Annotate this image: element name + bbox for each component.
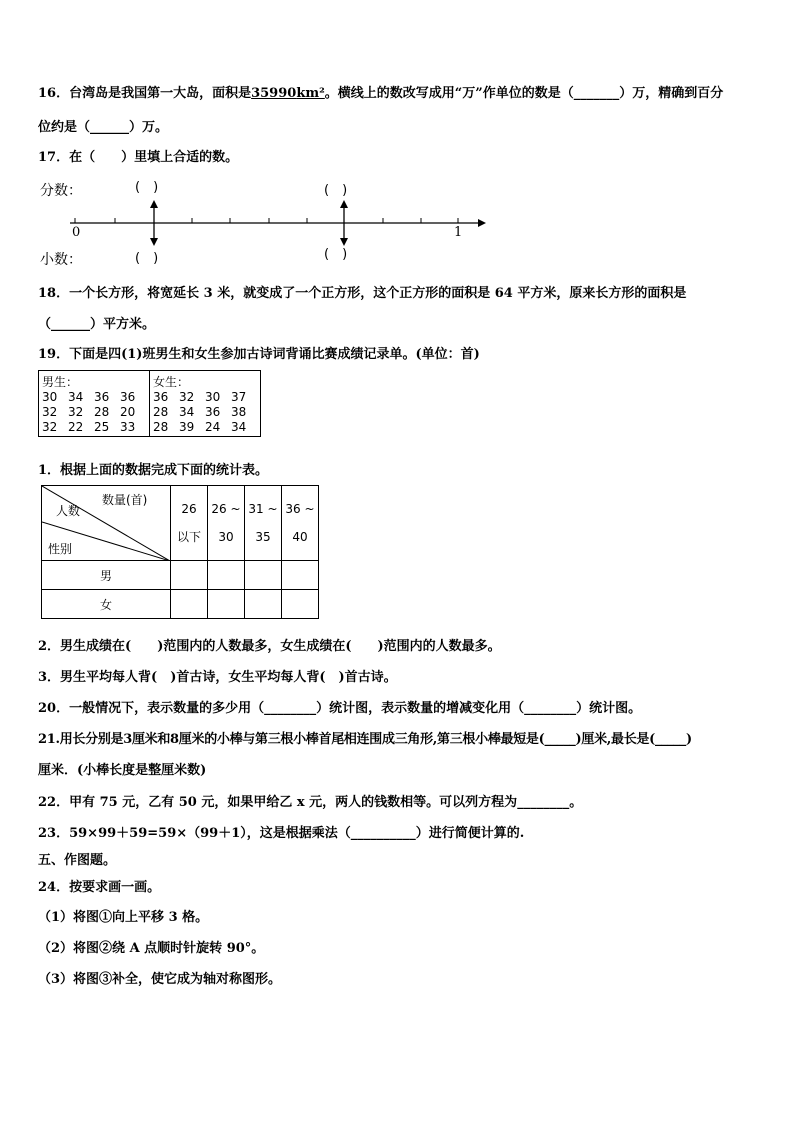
answer-cell[interactable] <box>171 590 208 619</box>
girls-scores-cell <box>150 371 261 437</box>
girls-scores-grid <box>153 390 257 434</box>
range-bottom: 40 <box>292 530 308 544</box>
range-top: 31 ~ <box>248 502 278 516</box>
girl-score: 24 <box>205 420 221 434</box>
boy-score: 34 <box>68 390 84 404</box>
boy-score: 32 <box>68 405 84 419</box>
decimal-paren-2: ( ) <box>324 247 348 262</box>
q21-text-a: 21.用长分别是3厘米和8厘米的小棒与第三根小棒首尾相连围成三角形,第三根小棒最短是( <box>38 732 545 747</box>
row-label-boy: 男 <box>42 561 171 590</box>
section-heading: 五、作图题。 <box>38 853 117 868</box>
q16-text-d: 位约是（ <box>38 120 91 135</box>
q24-sub2: （2）将图②绕 A 点顺时针旋转 90°。 <box>38 941 265 956</box>
q20-text-a: 20．一般情况下，表示数量的多少用（ <box>38 701 265 716</box>
boy-score: 22 <box>68 420 84 434</box>
q24-prompt: 24．按要求画一画。 <box>38 880 161 895</box>
q21-text-b: )厘米,最长是( <box>575 732 655 747</box>
q16-text-b: 。横线上的数改写成用“万”作单位的数是（ <box>324 86 574 101</box>
label-one: 1 <box>454 225 463 240</box>
q16-area-unit: km² <box>296 86 325 101</box>
header-gender: 性别 <box>48 542 73 556</box>
boy-score: 36 <box>120 390 136 404</box>
q16-blank-1[interactable]: _______ <box>573 86 620 101</box>
boys-label: 男生： <box>42 375 79 389</box>
range-top: 26 ~ <box>211 502 241 516</box>
q20-text-b: ）统计图，表示数量的增减变化用（ <box>316 701 525 716</box>
header-count: 数量(首) <box>102 493 148 507</box>
answer-cell[interactable] <box>171 561 208 590</box>
answer-cell[interactable] <box>282 561 319 590</box>
boy-score: 20 <box>120 405 136 419</box>
decimal-label: 小数： <box>40 252 82 268</box>
girl-score: 36 <box>153 390 169 404</box>
answer-cell[interactable] <box>208 561 245 590</box>
boys-scores-cell <box>39 371 150 437</box>
q19-sub2: 2．男生成绩在( )范围内的人数最多，女生成绩在( )范围内的人数最多。 <box>38 639 501 654</box>
q22-line <box>38 791 582 810</box>
answer-cell[interactable] <box>208 590 245 619</box>
girl-score: 38 <box>231 405 247 419</box>
q16-line1 <box>38 82 723 101</box>
q16-blank-2[interactable]: ______ <box>90 120 130 135</box>
boy-score: 36 <box>94 390 110 404</box>
girl-score: 30 <box>205 390 221 404</box>
arrowhead-up-1 <box>150 200 158 208</box>
girl-score: 37 <box>231 390 247 404</box>
q19-prompt: 19．下面是四(1)班男生和女生参加古诗词背诵比赛成绩记录单。(单位：首) <box>38 347 480 362</box>
q21-text-c: ) <box>685 732 692 747</box>
answer-cell[interactable] <box>245 561 282 590</box>
girl-score: 32 <box>179 390 195 404</box>
range-header <box>282 486 319 561</box>
q21-blank-2[interactable]: _____ <box>654 732 686 747</box>
q23-blank[interactable]: __________ <box>350 826 416 841</box>
boy-score: 28 <box>94 405 110 419</box>
q20-blank-2[interactable]: ________ <box>524 701 577 716</box>
girls-label: 女生： <box>153 375 190 389</box>
boy-score: 33 <box>120 420 136 434</box>
label-zero: 0 <box>72 225 81 240</box>
q18-text-a: （ <box>38 317 52 332</box>
girl-score: 34 <box>231 420 247 434</box>
q20-blank-1[interactable]: ________ <box>264 701 317 716</box>
statistics-table <box>41 485 319 619</box>
fraction-paren-2: ( ) <box>324 183 348 198</box>
q24-sub3: （3）将图③补全，使它成为轴对称图形。 <box>38 972 282 987</box>
arrowhead-down-2 <box>340 238 348 246</box>
boys-scores-grid <box>42 390 146 434</box>
q18-blank[interactable]: ______ <box>51 317 91 332</box>
q22-blank[interactable]: ________ <box>517 795 570 810</box>
q16-text-a: 16．台湾岛是我国第一大岛，面积是 <box>38 86 252 101</box>
fraction-paren-1: ( ) <box>135 180 159 195</box>
q21-line2: 厘米．(小棒长度是整厘米数) <box>38 763 207 778</box>
diagonal-header-cell <box>42 486 171 561</box>
decimal-paren-1: ( ) <box>135 251 159 266</box>
girl-score: 39 <box>179 420 195 434</box>
q21-line1 <box>38 728 692 747</box>
score-record-table <box>38 370 261 437</box>
q24-sub1: （1）将图①向上平移 3 格。 <box>38 910 209 925</box>
q16-area-value: 35990 <box>251 86 297 101</box>
range-header <box>171 486 208 561</box>
q20-text-c: ）统计图。 <box>576 701 642 716</box>
range-header <box>208 486 245 561</box>
row-label-girl: 女 <box>42 590 171 619</box>
range-bottom: 35 <box>255 530 271 544</box>
q20-line <box>38 697 641 716</box>
q23-text-b: ）进行简便计算的. <box>415 826 525 841</box>
boy-score: 32 <box>42 420 58 434</box>
q22-text-b: 。 <box>569 795 583 810</box>
q23-line <box>38 822 524 841</box>
axis-arrowhead <box>478 219 486 227</box>
girl-score: 36 <box>205 405 221 419</box>
q16-line2 <box>38 116 168 135</box>
arrowhead-down-1 <box>150 238 158 246</box>
answer-cell[interactable] <box>282 590 319 619</box>
q16-text-c: ）万，精确到百分 <box>619 86 724 101</box>
q18-line2 <box>38 313 155 332</box>
arrowhead-up-2 <box>340 200 348 208</box>
q18-line1: 18．一个长方形，将宽延长 3 米，就变成了一个正方形，这个正方形的面积是 64 平方米，原来长方形的面积是 <box>38 286 687 301</box>
boy-score: 32 <box>42 405 58 419</box>
q18-text-b: ）平方米。 <box>90 317 156 332</box>
answer-cell[interactable] <box>245 590 282 619</box>
q23-text-a: 23．59×99＋59=59×（99＋1），这是根据乘法（ <box>38 826 351 841</box>
range-bottom: 30 <box>218 530 234 544</box>
range-top: 36 ~ <box>285 502 315 516</box>
q19-sub1: 1．根据上面的数据完成下面的统计表。 <box>38 463 269 478</box>
boy-score: 25 <box>94 420 110 434</box>
q17-prompt: 17．在（ ）里填上合适的数。 <box>38 150 239 165</box>
fraction-label: 分数： <box>40 183 82 199</box>
range-top: 26 <box>181 502 197 516</box>
q22-text-a: 22．甲有 75 元，乙有 50 元，如果甲给乙 x 元，两人的钱数相等。可以列方程为 <box>38 795 518 810</box>
q21-blank-1[interactable]: _____ <box>544 732 576 747</box>
q19-sub3: 3．男生平均每人背( )首古诗，女生平均每人背( )首古诗。 <box>38 670 397 685</box>
header-people: 人数 <box>56 504 81 518</box>
number-line-figure <box>38 178 498 268</box>
range-bottom: 以下 <box>176 530 201 544</box>
range-header <box>245 486 282 561</box>
girl-score: 28 <box>153 405 169 419</box>
boy-score: 30 <box>42 390 58 404</box>
girl-score: 28 <box>153 420 169 434</box>
q16-text-e: ）万。 <box>129 120 169 135</box>
girl-score: 34 <box>179 405 195 419</box>
